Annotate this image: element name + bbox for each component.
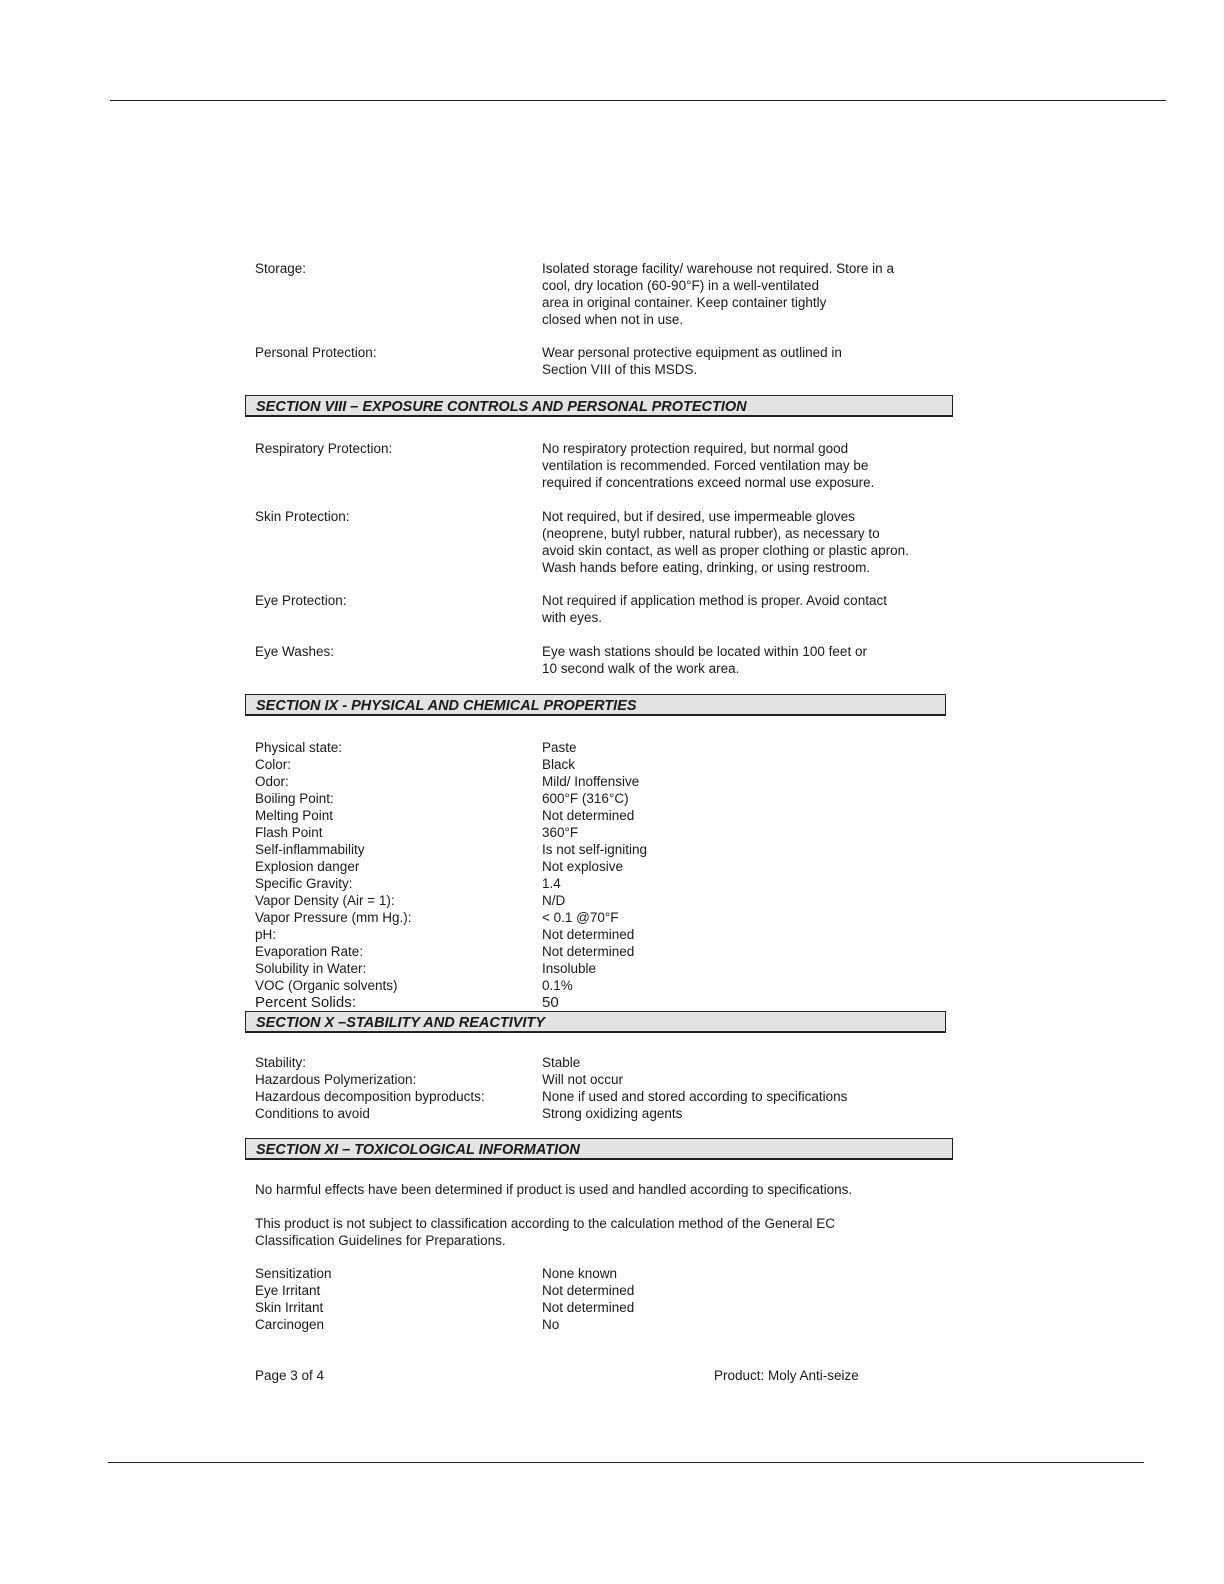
storage-line: Isolated storage facility/ warehouse not required. Store in a bbox=[542, 261, 894, 276]
respiratory-protection-label: Respiratory Protection: bbox=[255, 441, 393, 456]
property-labels bbox=[255, 739, 535, 1011]
toxicology-value: No bbox=[542, 1317, 560, 1332]
personal-protection-label: Personal Protection: bbox=[255, 345, 377, 360]
skin-protection-label: Skin Protection: bbox=[255, 509, 350, 524]
top-rule bbox=[110, 100, 1166, 101]
storage-line: closed when not in use. bbox=[542, 312, 684, 327]
eye-washes-line: 10 second walk of the work area. bbox=[542, 661, 740, 676]
stability-label: Hazardous decomposition byproducts: bbox=[255, 1089, 485, 1104]
toxicology-paragraph-1 bbox=[255, 1181, 852, 1198]
property-value: 600°F (316°C) bbox=[542, 791, 629, 806]
bottom-rule bbox=[108, 1462, 1144, 1463]
stability-value: Stable bbox=[542, 1055, 581, 1070]
paragraph-line: This product is not subject to classification according to the calculation method of the General EC bbox=[255, 1216, 836, 1231]
toxicology-value: None known bbox=[542, 1266, 618, 1281]
property-label: Self-inflammability bbox=[255, 842, 365, 857]
skin-line: avoid skin contact, as well as proper clothing or plastic apron. bbox=[542, 543, 909, 558]
respiratory-line: No respiratory protection required, but normal good bbox=[542, 441, 849, 456]
skin-line: Wash hands before eating, drinking, or using restroom. bbox=[542, 560, 871, 575]
eye-protection-value bbox=[542, 592, 942, 626]
section-11-header: SECTION XI – TOXICOLOGICAL INFORMATION bbox=[245, 1138, 953, 1160]
property-value: Not determined bbox=[542, 944, 635, 959]
stability-label: Conditions to avoid bbox=[255, 1106, 370, 1121]
property-label: Evaporation Rate: bbox=[255, 944, 364, 959]
storage-label: Storage: bbox=[255, 261, 307, 276]
toxicology-label: Eye Irritant bbox=[255, 1283, 321, 1298]
eye-protection-line: with eyes. bbox=[542, 610, 603, 625]
eye-protection-line: Not required if application method is proper. Avoid contact bbox=[542, 593, 887, 608]
product-name: Product: Moly Anti-seize bbox=[714, 1368, 859, 1383]
skin-line: (neoprene, butyl rubber, natural rubber), as necessary to bbox=[542, 526, 880, 541]
stability-label: Stability: bbox=[255, 1055, 307, 1070]
property-value: Mild/ Inoffensive bbox=[542, 774, 640, 789]
property-value: Not explosive bbox=[542, 859, 624, 874]
property-value: Is not self-igniting bbox=[542, 842, 648, 857]
storage-line: area in original container. Keep container tightly bbox=[542, 295, 827, 310]
property-value: 50 bbox=[542, 994, 559, 1011]
property-value: < 0.1 @70°F bbox=[542, 910, 619, 925]
property-label: Vapor Density (Air = 1): bbox=[255, 893, 395, 908]
property-label: Boiling Point: bbox=[255, 791, 334, 806]
toxicology-label: Sensitization bbox=[255, 1266, 332, 1281]
stability-value: None if used and stored according to specifications bbox=[542, 1089, 848, 1104]
respiratory-protection-value bbox=[542, 440, 942, 491]
eye-washes-label: Eye Washes: bbox=[255, 644, 335, 659]
property-label: Percent Solids: bbox=[255, 994, 356, 1011]
eye-protection-label: Eye Protection: bbox=[255, 593, 347, 608]
property-label: Color: bbox=[255, 757, 292, 772]
property-label: Flash Point bbox=[255, 825, 323, 840]
section-8-header: SECTION VIII – EXPOSURE CONTROLS AND PERSONAL PROTECTION bbox=[245, 395, 953, 417]
property-value: Insoluble bbox=[542, 961, 597, 976]
personal-protection-line: Wear personal protective equipment as outlined in bbox=[542, 345, 842, 360]
property-label: Explosion danger bbox=[255, 859, 360, 874]
section-9-header: SECTION IX - PHYSICAL AND CHEMICAL PROPERTIES bbox=[245, 694, 946, 716]
property-value: Not determined bbox=[542, 927, 635, 942]
section-10-header: SECTION X –STABILITY AND REACTIVITY bbox=[245, 1011, 946, 1033]
stability-values bbox=[542, 1054, 942, 1122]
stability-value: Will not occur bbox=[542, 1072, 624, 1087]
paragraph-line: No harmful effects have been determined if product is used and handled according to specifications. bbox=[255, 1182, 853, 1197]
paragraph-line: Classification Guidelines for Preparations. bbox=[255, 1233, 506, 1248]
skin-line: Not required, but if desired, use impermeable gloves bbox=[542, 509, 855, 524]
property-value: Not determined bbox=[542, 808, 635, 823]
stability-label: Hazardous Polymerization: bbox=[255, 1072, 417, 1087]
skin-protection-value bbox=[542, 508, 942, 576]
toxicology-values bbox=[542, 1265, 842, 1333]
property-label: Physical state: bbox=[255, 740, 343, 755]
toxicology-label: Skin Irritant bbox=[255, 1300, 324, 1315]
toxicology-label: Carcinogen bbox=[255, 1317, 325, 1332]
property-value: Paste bbox=[542, 740, 577, 755]
toxicology-value: Not determined bbox=[542, 1283, 635, 1298]
page-number: Page 3 of 4 bbox=[255, 1368, 325, 1383]
stability-value: Strong oxidizing agents bbox=[542, 1106, 683, 1121]
property-label: Odor: bbox=[255, 774, 289, 789]
respiratory-line: required if concentrations exceed normal use exposure. bbox=[542, 475, 875, 490]
personal-protection-line: Section VIII of this MSDS. bbox=[542, 362, 698, 377]
property-label: VOC (Organic solvents) bbox=[255, 978, 398, 993]
property-label: Specific Gravity: bbox=[255, 876, 353, 891]
property-value: 1.4 bbox=[542, 876, 561, 891]
storage-value bbox=[542, 260, 942, 328]
property-value: 360°F bbox=[542, 825, 579, 840]
stability-labels bbox=[255, 1054, 540, 1122]
toxicology-labels bbox=[255, 1265, 535, 1333]
property-value: N/D bbox=[542, 893, 566, 908]
property-values bbox=[542, 739, 842, 1011]
eye-washes-line: Eye wash stations should be located within 100 feet or bbox=[542, 644, 867, 659]
property-label: pH: bbox=[255, 927, 277, 942]
storage-line: cool, dry location (60-90°F) in a well-ventilated bbox=[542, 278, 820, 293]
property-label: Solubility in Water: bbox=[255, 961, 367, 976]
toxicology-value: Not determined bbox=[542, 1300, 635, 1315]
respiratory-line: ventilation is recommended. Forced ventilation may be bbox=[542, 458, 869, 473]
property-label: Melting Point bbox=[255, 808, 334, 823]
property-label: Vapor Pressure (mm Hg.): bbox=[255, 910, 412, 925]
personal-protection-value bbox=[542, 344, 942, 378]
property-value: 0.1% bbox=[542, 978, 573, 993]
eye-washes-value bbox=[542, 643, 942, 677]
toxicology-paragraph-2 bbox=[255, 1215, 835, 1249]
property-value: Black bbox=[542, 757, 576, 772]
